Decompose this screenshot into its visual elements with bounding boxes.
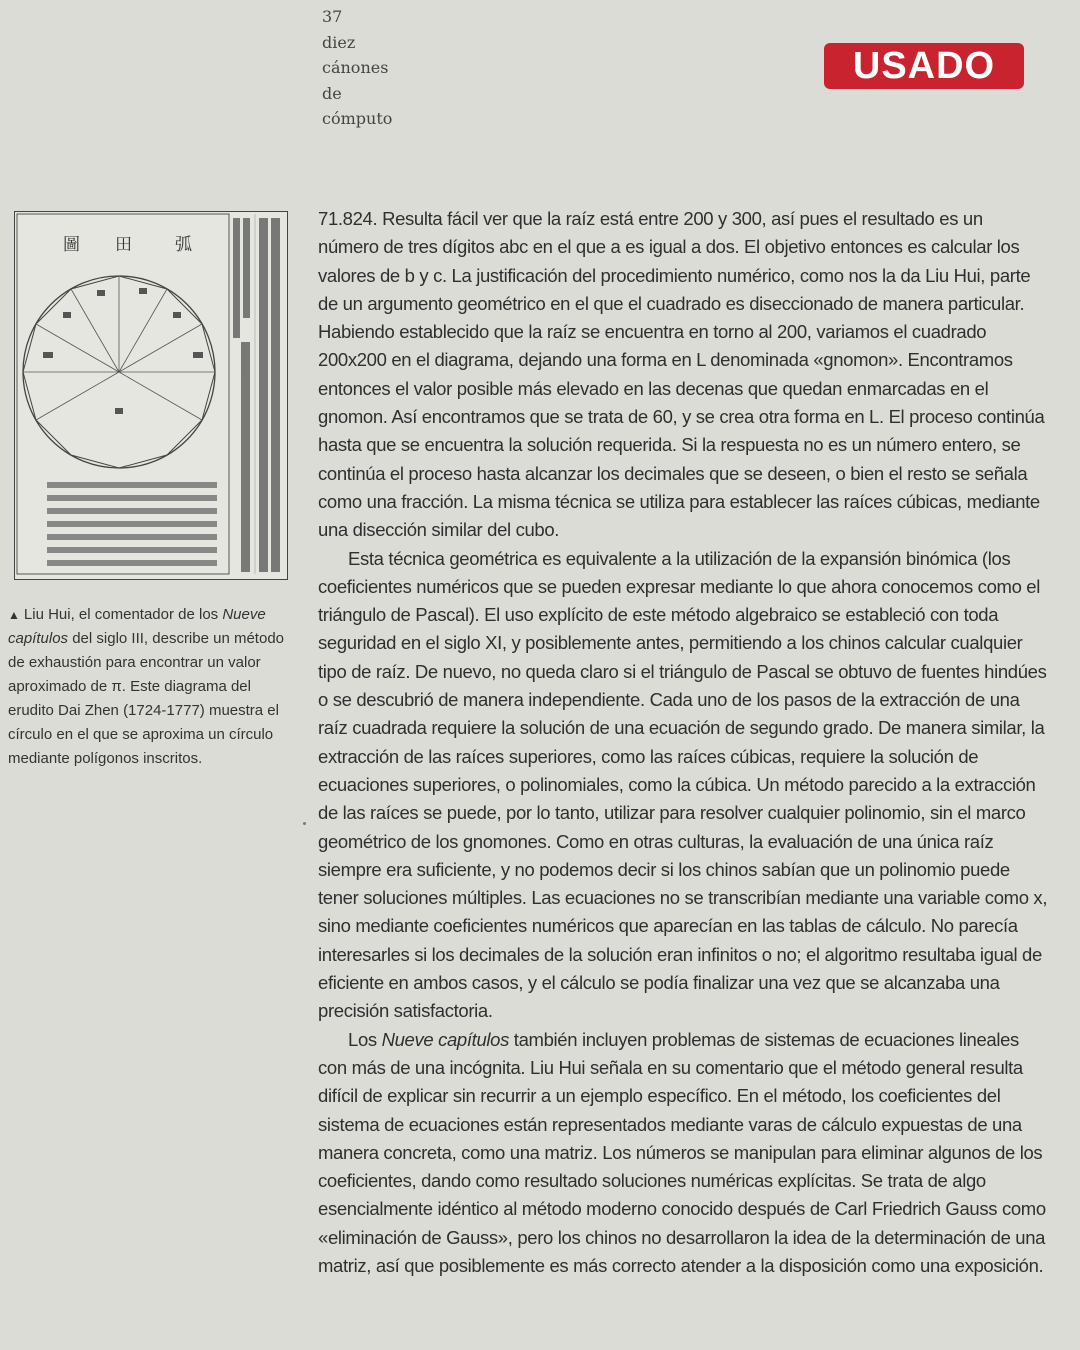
paragraph-3 [318, 1026, 1048, 1281]
main-body-text [318, 205, 1048, 1280]
used-badge: USADO [824, 43, 1024, 89]
caption-italic: Nueve capítulos [8, 606, 266, 647]
paragraph-3-pre: Los [348, 1028, 382, 1050]
paragraph-2: Esta técnica geométrica es equivalente a la utilización de la expansión binómica (los coeficientes numéricos que se pueden expresar mediante lo que ahora conocemos como el triángulo de Pascal). El uso explícito de este método algebraico se estableció con toda seguridad en el siglo XI, y posiblemente antes, permitiendo a los chinos calcular cualquier tipo de raíz. De nuevo, no queda claro si el triángulo de Pascal se obtuvo de fuentes hindúes o se descubrió de manera independiente. Cada uno de los pasos de la extracción de una raíz cuadrada requiere la solución de una ecuación de segundo grado. De manera similar, la extracción de las raíces superiores, como las raíces cúbicas, requiere la solución de ecuaciones superiores, o polinomiales, como la cúbica. Un método parecido a la extracción de las raíces se puede, por lo tanto, utilizar para resolver cualquier polinomio, sin el marco geométrico de los gnomones. Como en otras culturas, la evaluación de una única raíz siempre era suficiente, y no podemos decir si los chinos sabían que un polinomio puede tener soluciones múltiples. Las ecuaciones no se transcribían mediante una variable como x, sino mediante coeficientes numéricos que aparecían en las tablas de cálculo. No parecía interesarles si los decimales de la solución eran infinitos o no; el algoritmo resultaba igual de eficiente en ambos casos, y el cálculo se podía finalizar una vez que se alcanzaba una precisión satisfactoria. [318, 547, 1048, 1022]
running-header [322, 4, 392, 132]
section-line-4: cómputo [322, 109, 393, 128]
section-line-2: cánones [322, 58, 389, 77]
page-number: 37 [322, 7, 343, 26]
chinese-circle-diagram [14, 211, 288, 580]
margin-dot [303, 822, 306, 825]
diagram-illustration [15, 212, 286, 578]
triangle-marker-icon: ▲ [8, 608, 20, 622]
section-line-1: diez [322, 32, 356, 52]
paragraph-3-italic: Nueve capítulos [381, 1028, 509, 1050]
paragraph-3-post: también incluyen problemas de sistemas de ecuaciones lineales con más de una incógnita. Liu Hui señala en su comentario que el método general resulta difícil de explicar sin recurrir a un ejemplo específico. En el método, los coeficientes del sistema de ecuaciones están representados mediante varas de cálculo expuestas de una manera concreta, como una matriz. Los números se manipulan para eliminar algunos de los coeficientes, dando como resultado soluciones numéricas explícitas. Se trata de algo esencialmente idéntico al método moderno conocido después de Carl Friedrich Gauss como «eliminación de Gauss», pero los chinos no desarrollaron la idea de la determinación de una matriz, así que posiblemente es más correcto atender a la disposición como una exposición. [318, 1028, 1046, 1276]
section-line-3: de [322, 83, 342, 103]
figure-caption [8, 603, 290, 771]
paragraph-1: 71.824. Resulta fácil ver que la raíz está entre 200 y 300, así pues el resultado es un número de tres dígitos abc en el que a es igual a dos. El objetivo entonces es calcular los valores de b y c. La justificación del procedimiento numérico, como nos la da Liu Hui, parte de un argumento geométrico en el que el cuadrado es diseccionado de manera particular. Habiendo establecido que la raíz se encuentra en torno al 200, variamos el cuadrado 200x200 en el diagrama, dejando una forma en L denominada «gnomon». Encontramos entonces el valor posible más elevado en las decenas que quedan enmarcadas en el gnomon. Así encontramos que se trata de 60, y se crea otra forma en L. El proceso continúa hasta que se encuentra la solución requerida. Si la respuesta no es un número entero, se continúa el proceso hasta alcanzar los decimales que se deseen, o bien el resto se señala como una fracción. La misma técnica se utiliza para establecer las raíces cúbicas, mediante una disección similar del cubo. [318, 208, 1045, 541]
caption-part-1: Liu Hui, el comentador de los [23, 606, 223, 623]
figure-title-char-3: 弧 [175, 235, 192, 255]
figure-title-char-1: 圖 [63, 235, 80, 255]
caption-part-2: del siglo III, describe un método de exhaustión para encontrar un valor aproximado de π. Este diagrama del erudito Dai Zhen (1724-1777) muestra el círculo en el que se aproxima un círculo mediante polígonos inscritos. [8, 630, 285, 767]
figure-title-char-2: 田 [115, 235, 132, 255]
